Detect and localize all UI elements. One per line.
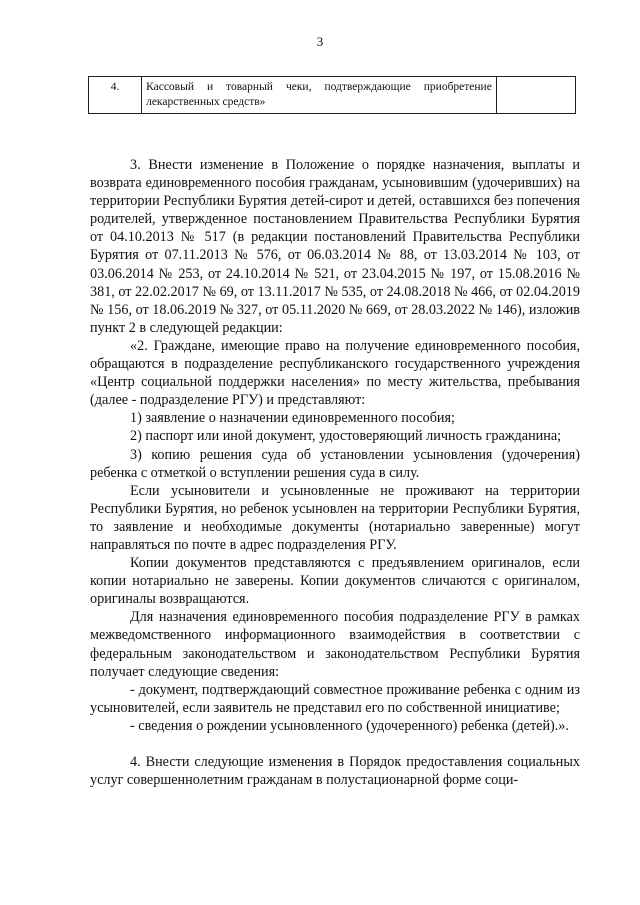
paragraph-amendment-4: 4. Внести следующие изменения в Порядок предоставления социальных услуг совершеннолетним гражданам в полустационарной форме соци-	[90, 754, 580, 789]
table-row	[89, 77, 576, 114]
page-number: 3	[316, 34, 324, 49]
table-cell-number: 4.	[89, 77, 142, 114]
paragraph-cohabitation-document: - документ, подтверждающий совместное проживание ребенка с одним из усыновителей, если заявитель не представил его по собственной инициативе;	[90, 681, 580, 716]
table-cell-text: Кассовый и товарный чеки, подтверждающие приобретение лекарственных средств»	[142, 77, 497, 114]
paragraph-amendment-3: 3. Внести изменение в Положение о порядке назначения, выплаты и возврата единовременного пособия гражданам, усыновившим (удочеривших) на территории Республики Бурятия детей-сирот и детей, оставшихся без попечения родителей, утвержденное постановлением Правительства Республики Бурятия от 04.10.2013 № 517 (в редакции постановлений Правительства Республики Бурятия от 07.11.2013 № 576, от 06.03.2014 № 88, от 13.03.2014 № 103, от 03.06.2014 № 253, от 24.10.2014 № 521, от 23.04.2015 № 197, от 15.08.2016 № 381, от 22.02.2017 № 69, от 13.11.2017 № 535, от 24.08.2018 № 466, от 02.04.2019 № 156, от 18.06.2019 № 327, от 05.11.2020 № 669, от 28.03.2022 № 146), изложив пункт 2 в следующей редакции:	[90, 157, 580, 336]
document-body	[90, 156, 580, 789]
paragraph-item-2: 2) паспорт или иной документ, удостоверяющий личность гражданина;	[130, 428, 562, 445]
table-cell-empty	[496, 77, 575, 114]
paragraph-clause-2: «2. Граждане, имеющие право на получение единовременного пособия, обращаются в подразделение республиканского государственного учреждения «Центр социальной поддержки населения» по месту жительства, пребывания (далее - подразделение РГУ) и представляют:	[90, 337, 580, 409]
paragraph-item-3: 3) копию решения суда об установлении усыновления (удочерения) ребенка с отметкой о вступлении решения суда в силу.	[90, 446, 580, 481]
paragraph-interagency: Для назначения единовременного пособия подразделение РГУ в рамках межведомственного информационного взаимодействия в соответствии с федеральным законодательством и законодательством Республики Бурятия получает следующие сведения:	[90, 609, 580, 680]
paragraph-birth-information: - сведения о рождении усыновленного (удочеренного) ребенка (детей).».	[130, 717, 569, 734]
paragraph-item-1: 1) заявление о назначении единовременного пособия;	[130, 410, 455, 427]
document-table	[88, 76, 576, 114]
paragraph-copies: Копии документов представляются с предъявлением оригиналов, если копии нотариально не заверены. Копии документов сличаются с оригиналом, оригиналы возвращаются.	[90, 555, 580, 608]
paragraph-mail-submission: Если усыновители и усыновленные не проживают на территории Республики Бурятия, но ребенок усыновлен на территории Республики Бурятия, то заявление и необходимые документы (нотариально заверенные) могут направляться по почте в адрес подразделения РГУ.	[90, 482, 580, 553]
